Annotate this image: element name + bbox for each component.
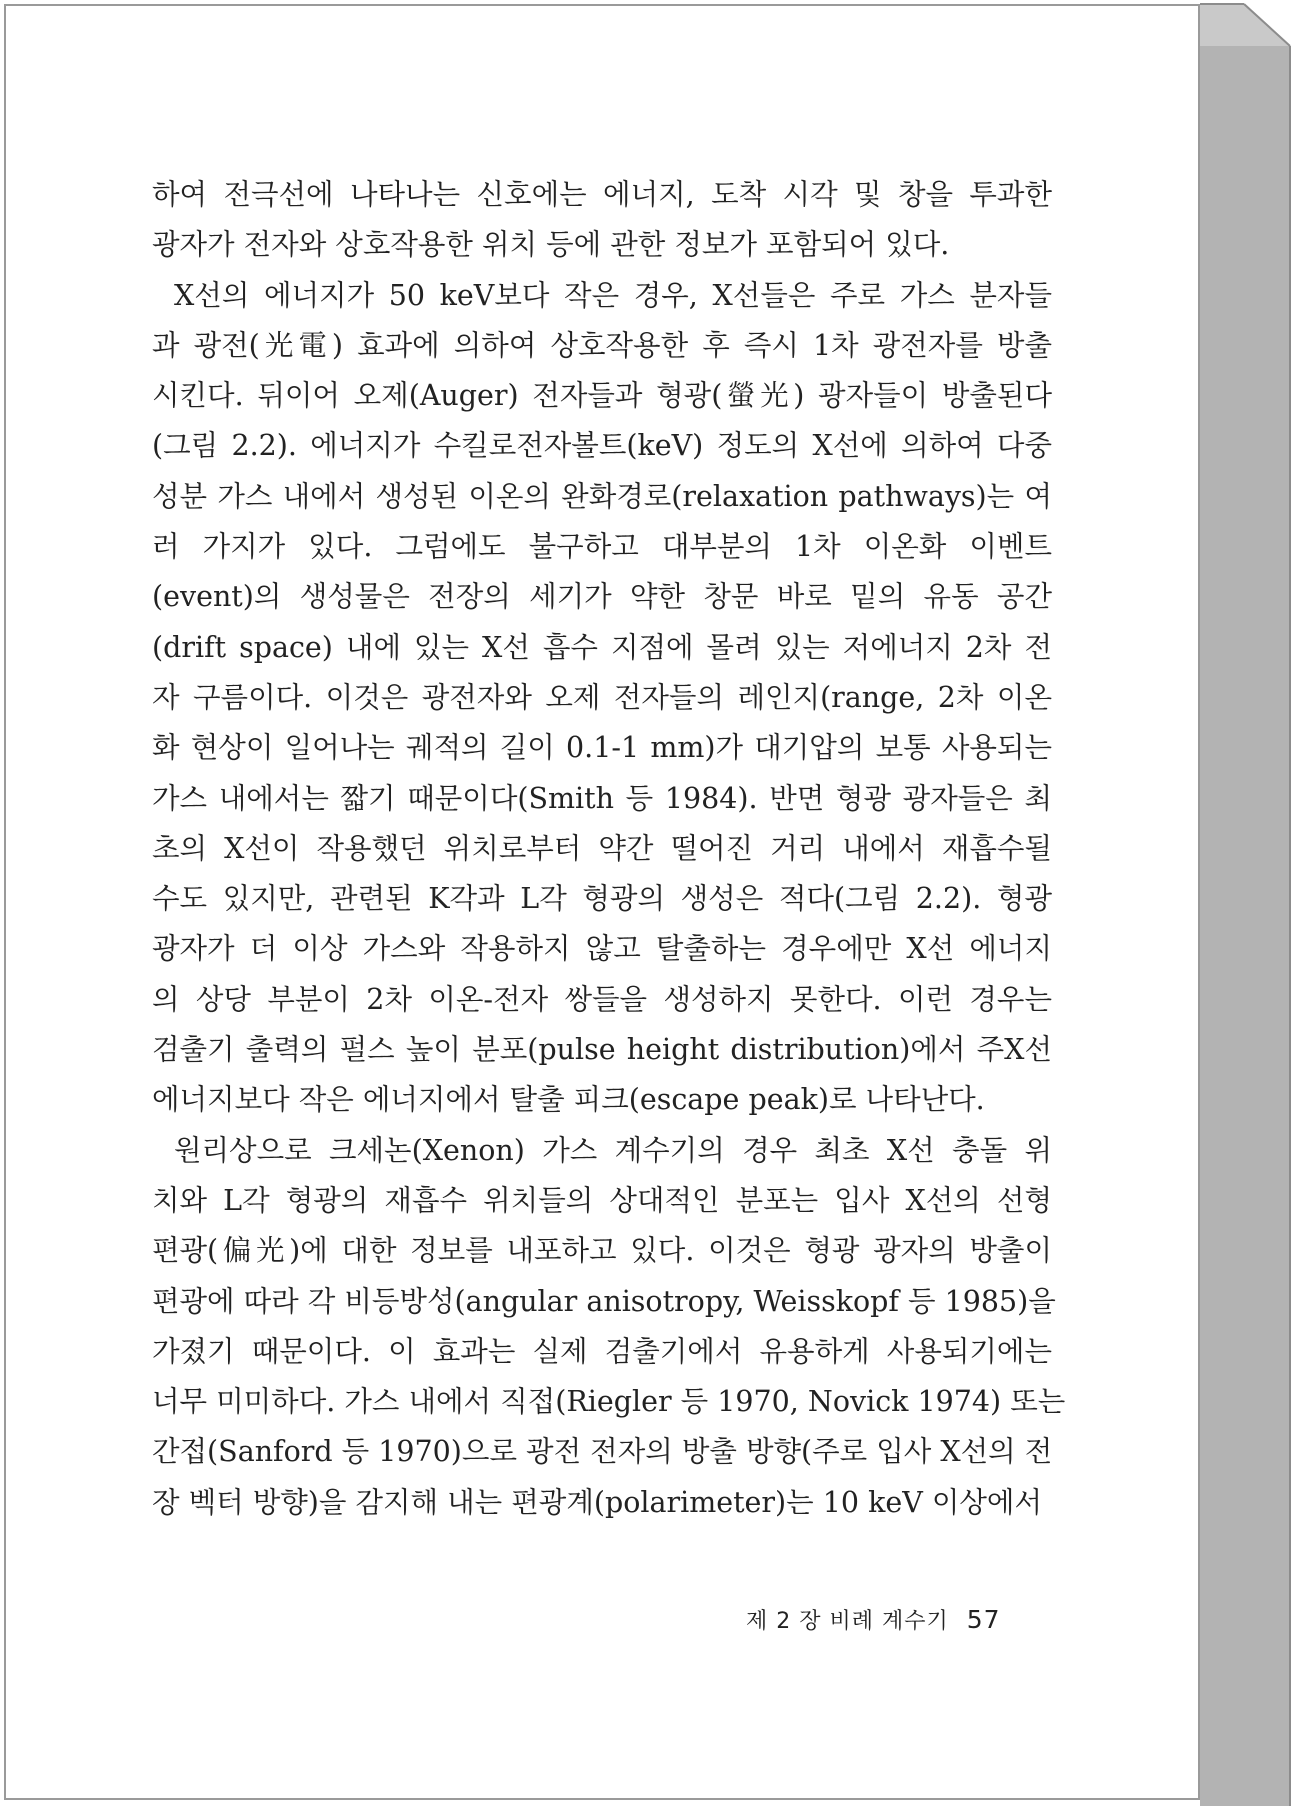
text-line: (event)의 생성물은 전장의 세기가 약한 창문 바로 밑의 유동 공간 [152, 580, 1052, 614]
text-line: 가졌기 때문이다. 이 효과는 실제 검출기에서 유용하게 사용되기에는 [152, 1334, 1052, 1368]
page-footer [746, 1604, 1001, 1635]
text-line: 광자가 더 이상 가스와 작용하지 않고 탈출하는 경우에만 X선 에너지 [152, 932, 1052, 966]
text-line: 초의 X선이 작용했던 위치로부터 약간 떨어진 거리 내에서 재흡수될 [152, 831, 1052, 865]
text-line: 너무 미미하다. 가스 내에서 직접(Riegler 등 1970, Novick 1974) 또는 [152, 1385, 1066, 1419]
text-line: 광자가 전자와 상호작용한 위치 등에 관한 정보가 포함되어 있다. [152, 228, 950, 262]
text-line: (그림 2.2). 에너지가 수킬로전자볼트(keV) 정도의 X선에 의하여 다중 [152, 429, 1052, 463]
text-line: 화 현상이 일어나는 궤적의 길이 0.1-1 mm)가 대기압의 보통 사용되는 [152, 731, 1052, 765]
text-line: 시킨다. 뒤이어 오제(Auger) 전자들과 형광(螢光) 광자들이 방출된다 [152, 379, 1052, 413]
text-line: 장 벡터 방향)을 감지해 내는 편광계(polarimeter)는 10 keV 이상에서 [152, 1485, 1042, 1519]
text-line: 원리상으로 크세논(Xenon) 가스 계수기의 경우 최초 X선 충돌 위 [174, 1133, 1052, 1167]
text-line: 러 가지가 있다. 그럼에도 불구하고 대부분의 1차 이온화 이벤트 [152, 530, 1052, 564]
text-line: 에너지보다 작은 에너지에서 탈출 피크(escape peak)로 나타난다. [152, 1083, 985, 1117]
text-line: 의 상당 부분이 2차 이온-전자 쌍들을 생성하지 못한다. 이런 경우는 [152, 982, 1052, 1016]
text-line: 가스 내에서는 짧기 때문이다(Smith 등 1984). 반면 형광 광자들은 최 [152, 781, 1052, 815]
text-line: 자 구름이다. 이것은 광전자와 오제 전자들의 레인지(range, 2차 이온 [152, 680, 1052, 714]
page-number: 57 [966, 1605, 1001, 1634]
text-line: 과 광전(光電) 효과에 의하여 상호작용한 후 즉시 1차 광전자를 방출 [152, 328, 1052, 362]
chapter-title: 제 2 장 비례 계수기 [746, 1609, 949, 1634]
text-line: 편광(偏光)에 대한 정보를 내포하고 있다. 이것은 형광 광자의 방출이 [152, 1234, 1052, 1268]
text-line: 편광에 따라 각 비등방성(angular anisotropy, Weisskopf 등 1985)을 [152, 1284, 1056, 1318]
body-text [152, 170, 1066, 1528]
text-line: 하여 전극선에 나타나는 신호에는 에너지, 도착 시각 및 창을 투과한 [152, 178, 1052, 211]
text-line: 수도 있지만, 관련된 K각과 L각 형광의 생성은 적다(그림 2.2). 형광 [152, 882, 1052, 916]
text-line: 검출기 출력의 펄스 높이 분포(pulse height distribution)에서 주X선 [152, 1033, 1052, 1067]
text-line: 성분 가스 내에서 생성된 이온의 완화경로(relaxation pathways)는 여 [152, 479, 1052, 513]
text-line: 간접(Sanford 등 1970)으로 광전 전자의 방출 방향(주로 입사 X선의 전 [152, 1435, 1053, 1469]
text-line: X선의 에너지가 50 keV보다 작은 경우, X선들은 주로 가스 분자들 [174, 278, 1052, 312]
text-line: (drift space) 내에 있는 X선 흡수 지점에 몰려 있는 저에너지 2차 전 [152, 630, 1052, 664]
text-line: 치와 L각 형광의 재흡수 위치들의 상대적인 분포는 입사 X선의 선형 [152, 1183, 1052, 1217]
